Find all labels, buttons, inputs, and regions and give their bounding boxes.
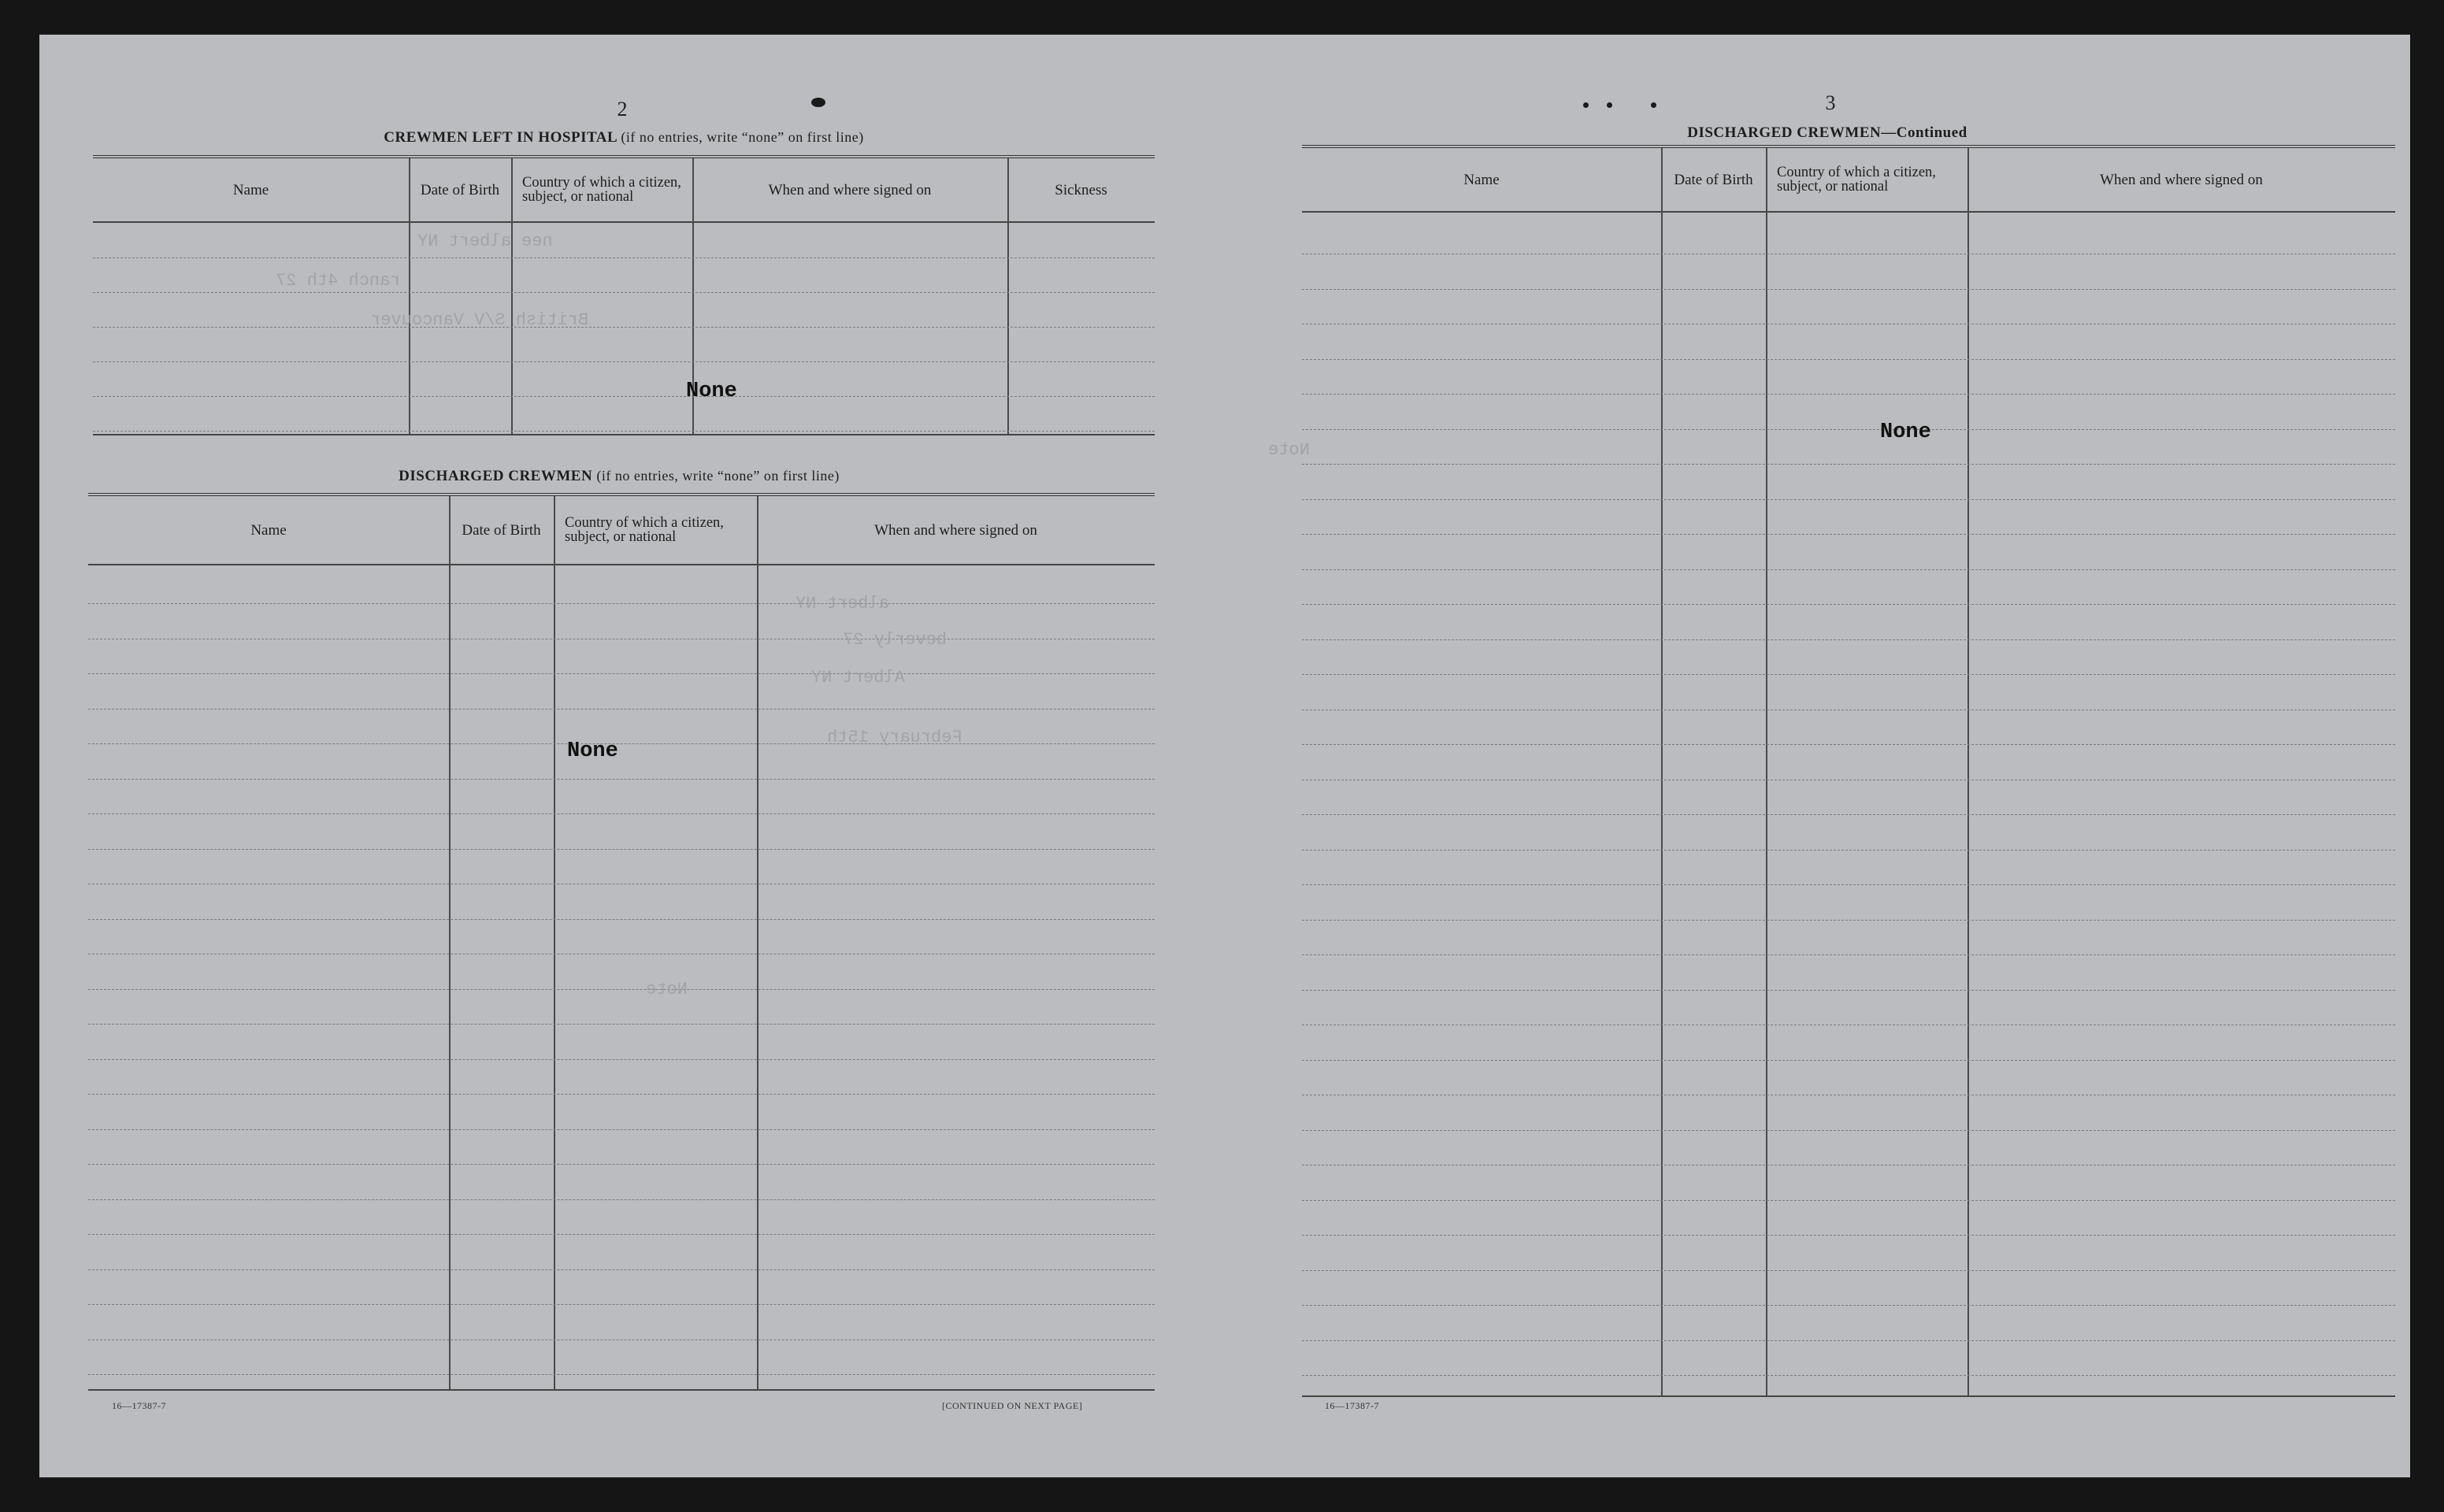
- ruled-line: [1302, 744, 2395, 745]
- bleed-through-text: nee albert NY: [417, 232, 553, 251]
- ruled-line: [1302, 499, 2395, 500]
- ruled-line: [1302, 920, 2395, 921]
- discharged-title-note: (if no entries, write “none” on first line): [596, 468, 840, 484]
- ruled-line: [88, 813, 1155, 814]
- page-number-left: 2: [617, 98, 628, 120]
- ruled-line: [1302, 814, 2395, 815]
- bleed-through-text: Note: [1268, 440, 1310, 460]
- header-signed-on: When and where signed on: [874, 521, 1037, 539]
- header-name: Name: [250, 521, 287, 539]
- binder-hole: [1607, 102, 1612, 108]
- ruled-line: [1302, 394, 2395, 395]
- bleed-through-text: British S/V Vancouver: [370, 310, 589, 330]
- ruled-line: [93, 396, 1155, 397]
- ruled-line: [1302, 534, 2395, 535]
- ruled-line: [88, 603, 1155, 604]
- discharged-title-text: DISCHARGED CREWMEN: [399, 468, 593, 484]
- ruled-line: [1302, 1130, 2395, 1131]
- ruled-line: [88, 1199, 1155, 1200]
- header-date-of-birth: Date of Birth: [462, 521, 541, 539]
- binder-hole: [811, 98, 825, 107]
- header-name: Name: [232, 181, 269, 198]
- ruled-line: [88, 1059, 1155, 1060]
- ruled-line: [88, 743, 1155, 744]
- ruled-line: [88, 673, 1155, 674]
- bleed-through-text: Albert NY: [811, 668, 905, 687]
- header-name: Name: [1463, 171, 1500, 188]
- discharged-section-title: [399, 468, 840, 485]
- ruled-line: [1302, 429, 2395, 430]
- ruled-line: [88, 1234, 1155, 1235]
- ruled-line: [93, 431, 1155, 432]
- header-signed-on: When and where signed on: [768, 181, 932, 198]
- ruled-line: [1302, 1270, 2395, 1271]
- hospital-table: [93, 155, 1155, 435]
- form-code-right: 16—17387-7: [1325, 1400, 1379, 1411]
- ruled-line: [1302, 674, 2395, 675]
- ruled-line: [1302, 1235, 2395, 1236]
- header-country: Country of which a citizen, subject, or national: [522, 175, 681, 205]
- ruled-line: [1302, 1340, 2395, 1341]
- ruled-line: [93, 292, 1155, 293]
- header-country: Country of which a citizen, subject, or national: [565, 515, 724, 545]
- page-number-right: 3: [1825, 91, 1836, 114]
- discharged-continued-table: [1302, 145, 2395, 1397]
- ruled-line: [88, 919, 1155, 920]
- ruled-line: [88, 849, 1155, 850]
- ruled-line: [1302, 569, 2395, 570]
- scanned-document: [39, 35, 2410, 1477]
- ruled-line: [1302, 604, 2395, 605]
- hospital-title-text: CREWMEN LEFT IN HOSPITAL: [384, 129, 617, 146]
- ruled-line: [1302, 1200, 2395, 1201]
- bleed-through-text: beverly 27: [843, 630, 948, 650]
- ruled-line: [88, 709, 1155, 710]
- ruled-line: [1302, 464, 2395, 465]
- discharged-continued-title: DISCHARGED CREWMEN—Continued: [1687, 124, 1967, 141]
- hospital-section-title: [384, 129, 863, 146]
- discharged-table: [88, 493, 1155, 1391]
- ruled-line: [1302, 990, 2395, 991]
- ruled-line: [93, 361, 1155, 362]
- ruled-line: [88, 1304, 1155, 1305]
- ruled-line: [88, 1024, 1155, 1025]
- ruled-line: [88, 779, 1155, 780]
- ruled-line: [1302, 359, 2395, 360]
- ruled-line: [1302, 639, 2395, 640]
- header-sickness: Sickness: [1055, 181, 1107, 198]
- ruled-line: [1302, 1375, 2395, 1376]
- ruled-line: [1302, 1060, 2395, 1061]
- ruled-line: [88, 1164, 1155, 1165]
- ruled-line: [88, 1269, 1155, 1270]
- bleed-through-text: albert NY: [796, 594, 889, 613]
- header-country: Country of which a citizen, subject, or national: [1777, 165, 1936, 195]
- hospital-none-entry: None: [686, 380, 737, 403]
- ruled-line: [88, 1374, 1155, 1375]
- continued-note: [CONTINUED ON NEXT PAGE]: [942, 1400, 1083, 1411]
- ruled-line: [88, 1129, 1155, 1130]
- ruled-line: [1302, 954, 2395, 955]
- ruled-line: [88, 1094, 1155, 1095]
- discharged-continued-none-entry: None: [1880, 421, 1931, 444]
- ruled-line: [1302, 289, 2395, 290]
- header-date-of-birth: Date of Birth: [1674, 171, 1753, 188]
- ruled-line: [93, 327, 1155, 328]
- ruled-line: [1302, 1305, 2395, 1306]
- ruled-line: [1302, 884, 2395, 885]
- bleed-through-text: February 15th: [827, 728, 962, 747]
- hospital-title-note: (if no entries, write “none” on first line): [621, 129, 864, 145]
- header-signed-on: When and where signed on: [2100, 171, 2263, 188]
- ruled-line: [1302, 1165, 2395, 1166]
- ruled-line: [88, 989, 1155, 990]
- bleed-through-text: Note: [646, 980, 688, 999]
- form-code-left: 16—17387-7: [112, 1400, 166, 1411]
- header-date-of-birth: Date of Birth: [420, 181, 500, 198]
- bleed-through-text: ranch 4th 27: [276, 271, 401, 291]
- binder-hole: [1651, 102, 1656, 108]
- discharged-none-entry: None: [567, 739, 618, 763]
- binder-hole: [1583, 102, 1589, 108]
